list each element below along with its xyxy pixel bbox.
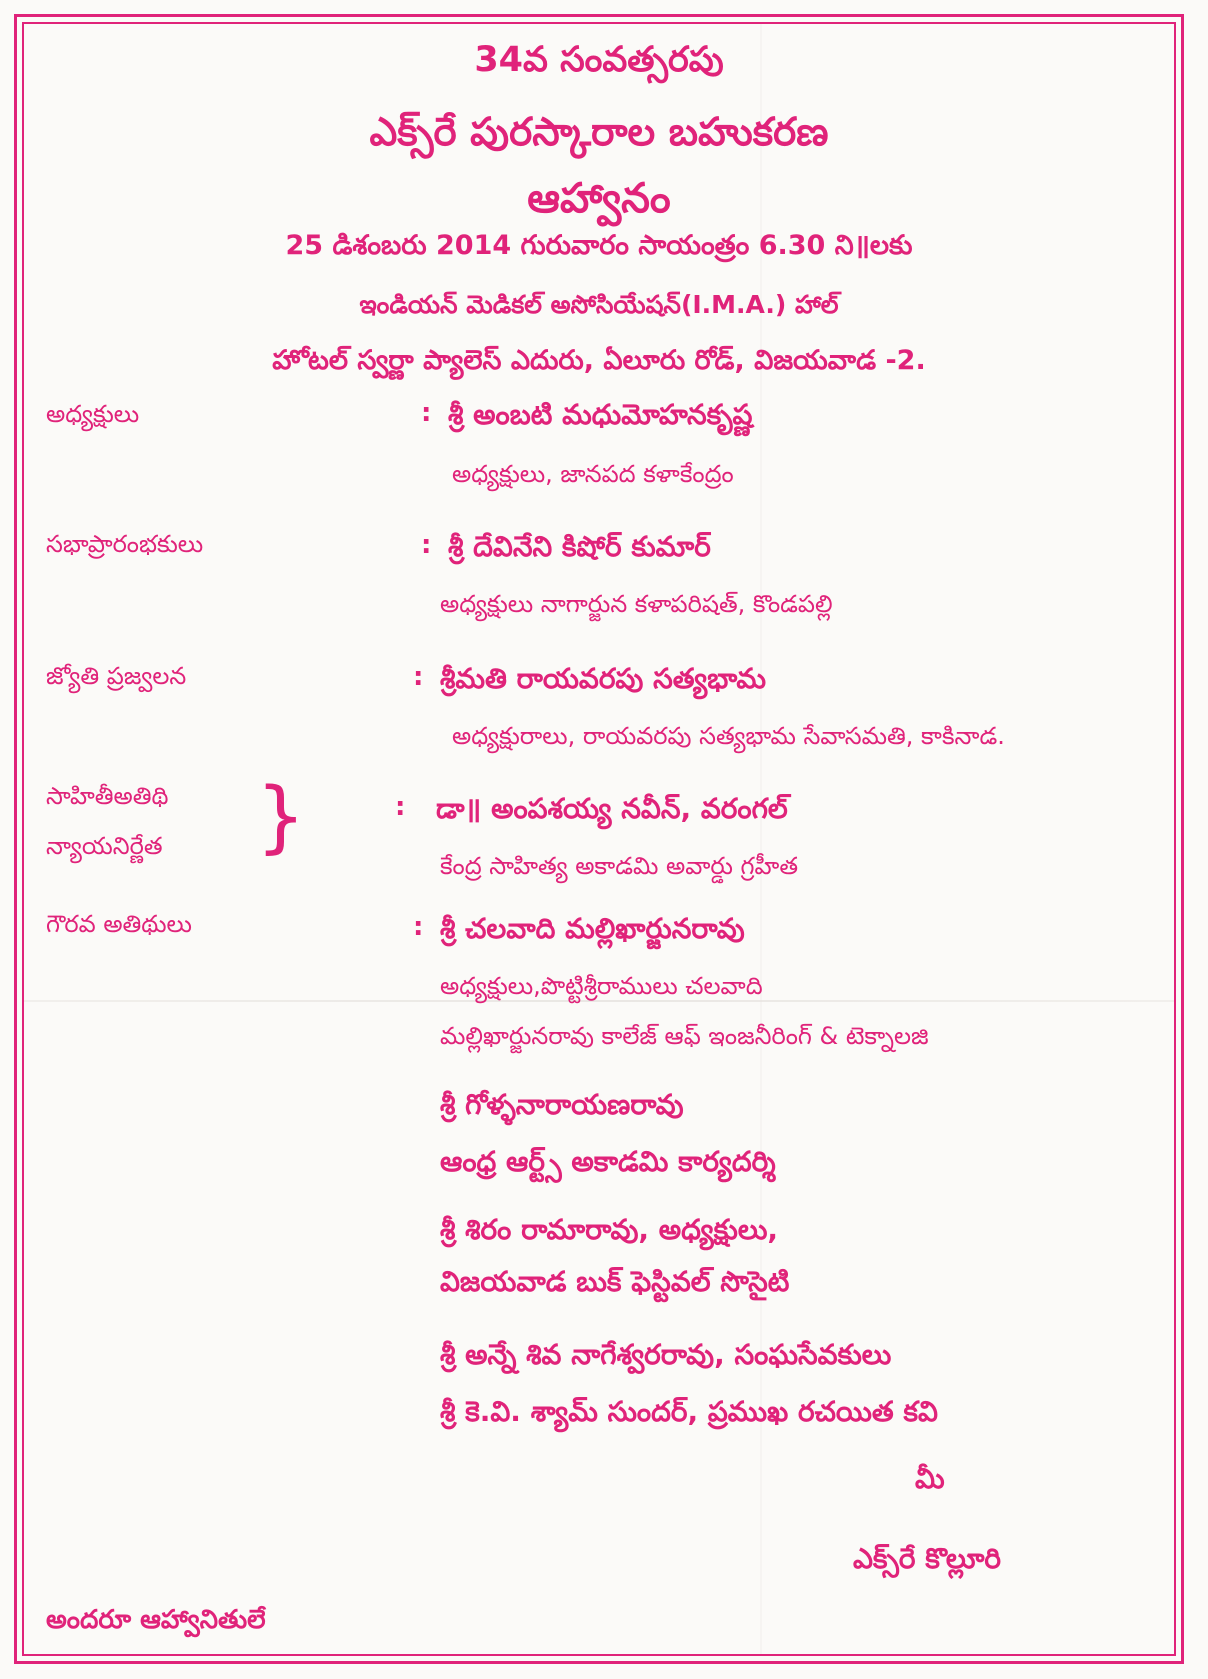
- role-name-president: శ్రీ అంబటి మధుమోహనకృష్ణ: [448, 398, 753, 431]
- role-name-lamp-lighting: శ్రీమతి రాయవరపు సత్యభామ: [440, 662, 767, 695]
- role-desc-president: అధ్యక్షులు, జానపద కళాకేంద్రం: [452, 460, 734, 488]
- closing-yours: మీ: [915, 1462, 945, 1495]
- role-label-honored-guests: గౌరవ అతిథులు: [46, 910, 192, 938]
- role-name-honored-guest-1: శ్రీ చలవాది మల్లిఖార్జునరావు: [440, 912, 745, 945]
- date-time-line: 25 డిశంబరు 2014 గురువారం సాయంత్రం 6.30 ని॥లకు: [285, 230, 913, 261]
- role-desc-inaugurator: అధ్యక్షులు నాగార్జున కళాపరిషత్, కొండపల్లి: [440, 590, 833, 618]
- signature: ఎక్స్‌రే కొల్లూరి: [853, 1542, 1002, 1575]
- guest-desc-3: విజయవాడ బుక్ ఫెస్టివల్ సొసైటి: [440, 1265, 790, 1298]
- role-label-president: అధ్యక్షులు: [46, 400, 140, 428]
- role-colon: :: [421, 530, 432, 560]
- guest-desc-2: ఆంధ్ర ఆర్ట్స్ అకాడమి కార్యదర్శి: [440, 1145, 776, 1178]
- role-name-inaugurator: శ్రీ దేవినేని కిషోర్ కుమార్: [448, 530, 711, 563]
- role-colon: :: [421, 398, 432, 428]
- role-label-inaugurator: సభాప్రారంభకులు: [46, 530, 204, 558]
- role-label-lamp-lighting: జ్యోతి ప్రజ్వలన: [46, 662, 187, 690]
- role-label-judge: న్యాయనిర్ణేత: [46, 832, 163, 860]
- all-welcome-note: అందరూ ఆహ్వానితులే: [46, 1605, 266, 1635]
- anniversary-line: 34వ సంవత్సరపు: [474, 40, 724, 80]
- grouping-brace: }: [256, 772, 306, 862]
- guest-name-3: శ్రీ శిరం రామారావు, అధ్యక్షులు,: [440, 1213, 779, 1246]
- role-desc-honored-guest-1b: మల్లిఖార్జునరావు కాలేజ్ ఆఫ్ ఇంజనీరింగ్ & టెక్నాలజి: [440, 1022, 929, 1050]
- role-desc-lamp-lighting: అధ్యక్షురాలు, రాయవరపు సత్యభామ సేవాసమతి, కాకినాడ.: [452, 722, 1005, 750]
- role-desc-literary-guest: కేంద్ర సాహిత్య అకాడమి అవార్డు గ్రహీత: [440, 852, 798, 880]
- guest-name-2: శ్రీ గోళ్ళనారాయణరావు: [440, 1088, 684, 1121]
- role-label-literary-guest: సాహితీఅతిథి: [46, 782, 169, 810]
- guest-name-4: శ్రీ అన్నే శివ నాగేశ్వరరావు, సంఘసేవకులు: [440, 1338, 892, 1371]
- address-line: హోటల్ స్వర్ణా ప్యాలెస్ ఎదురు, ఏలూరు రోడ్, విజయవాడ -2.: [272, 345, 926, 376]
- guest-name-5: శ్రీ కె.వి. శ్యామ్ సుందర్, ప్రముఖ రచయిత కవి: [440, 1395, 938, 1428]
- role-desc-honored-guest-1a: అధ్యక్షులు,పొట్టిశ్రీరాములు చలవాది: [440, 972, 763, 1000]
- role-colon: :: [395, 792, 406, 822]
- role-colon: :: [413, 662, 424, 692]
- invitation-heading: ఆహ్వానం: [527, 174, 671, 222]
- venue-line: ఇండియన్ మెడికల్ అసోసియేషన్(I.M.A.) హాల్: [359, 290, 839, 319]
- award-title: ఎక్స్‌రే పురస్కారాల బహుకరణ: [369, 110, 829, 155]
- role-name-literary-guest: డా॥ అంపశయ్య నవీన్, వరంగల్: [436, 792, 788, 825]
- role-colon: :: [413, 912, 424, 942]
